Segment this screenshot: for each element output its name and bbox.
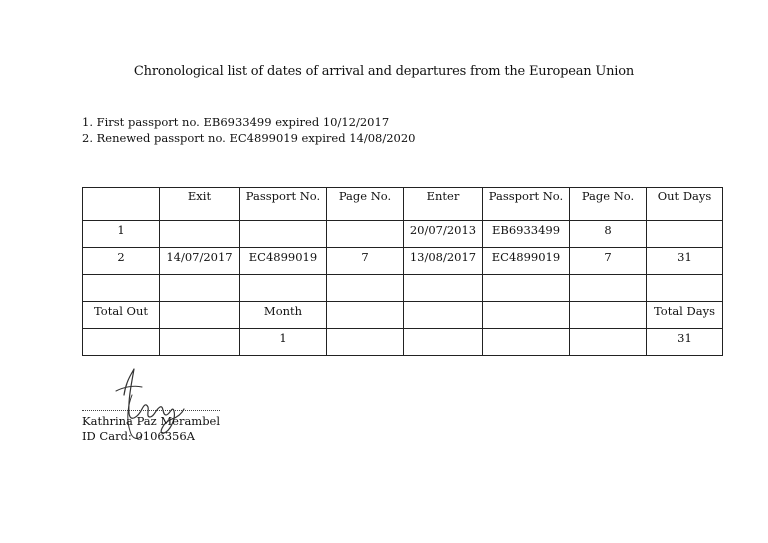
table-cell xyxy=(647,275,723,302)
table-cell: 13/08/2017 xyxy=(404,248,483,275)
table-cell xyxy=(160,302,240,329)
table-cell xyxy=(404,275,483,302)
table-header-row xyxy=(83,188,723,221)
header-page-no: Page No. xyxy=(327,188,404,221)
table-cell: 7 xyxy=(570,248,647,275)
header-cell xyxy=(83,188,160,221)
table-row xyxy=(83,221,723,248)
passport-list xyxy=(82,114,416,146)
header-out-days: Out Days xyxy=(647,188,723,221)
table-cell xyxy=(83,275,160,302)
table-cell xyxy=(327,221,404,248)
passport-item-renewed: 2. Renewed passport no. EC4899019 expired 14/08/2020 xyxy=(82,131,416,145)
passport-item-first: 1. First passport no. EB6933499 expired 10/12/2017 xyxy=(82,115,390,129)
table-cell: 1 xyxy=(240,329,327,356)
table-cell: 1 xyxy=(83,221,160,248)
table-cell: Month xyxy=(240,302,327,329)
table-cell: 7 xyxy=(327,248,404,275)
table-cell xyxy=(160,275,240,302)
signer-id-card: ID Card: 0106356A xyxy=(82,429,195,443)
table-cell xyxy=(240,221,327,248)
signer-details xyxy=(82,414,220,444)
header-enter: Enter xyxy=(404,188,483,221)
document-title: Chronological list of dates of arrival and departures from the European Union xyxy=(133,64,635,79)
table-cell xyxy=(570,302,647,329)
table-cell xyxy=(570,329,647,356)
table-cell: 2 xyxy=(83,248,160,275)
table-cell xyxy=(647,221,723,248)
table-cell: Total Days xyxy=(647,302,723,329)
header-exit: Exit xyxy=(160,188,240,221)
header-passport-no: Passport No. xyxy=(240,188,327,221)
table-cell xyxy=(240,275,327,302)
travel-log-table xyxy=(82,187,723,356)
table-cell xyxy=(327,329,404,356)
table-cell xyxy=(483,302,570,329)
table-cell xyxy=(570,275,647,302)
table-cell: Total Out xyxy=(83,302,160,329)
table-cell: EC4899019 xyxy=(483,248,570,275)
table-cell xyxy=(483,329,570,356)
table-row xyxy=(83,329,723,356)
table-cell xyxy=(483,275,570,302)
table-cell xyxy=(160,221,240,248)
table-cell: 8 xyxy=(570,221,647,248)
table-cell xyxy=(404,302,483,329)
signature-line xyxy=(82,410,220,411)
table-cell xyxy=(404,329,483,356)
table-row xyxy=(83,248,723,275)
header-passport-no: Passport No. xyxy=(483,188,570,221)
table-cell xyxy=(160,329,240,356)
table-cell: 14/07/2017 xyxy=(160,248,240,275)
table-cell: 20/07/2013 xyxy=(404,221,483,248)
table-row xyxy=(83,302,723,329)
table-cell xyxy=(83,329,160,356)
table-cell xyxy=(327,275,404,302)
table-cell: 31 xyxy=(647,248,723,275)
header-page-no: Page No. xyxy=(570,188,647,221)
signer-name: Kathrina Paz Merambel xyxy=(82,414,221,428)
table-cell: 31 xyxy=(647,329,723,356)
table-cell: EC4899019 xyxy=(240,248,327,275)
table-row xyxy=(83,275,723,302)
table-cell: EB6933499 xyxy=(483,221,570,248)
table-cell xyxy=(327,302,404,329)
